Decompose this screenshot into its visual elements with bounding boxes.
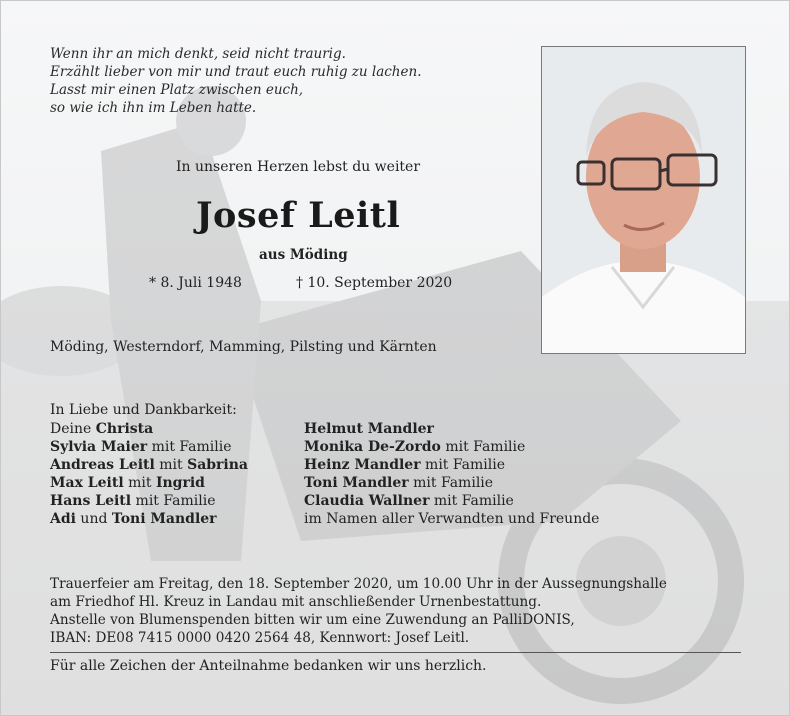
mourner-prefix: Deine: [50, 421, 96, 437]
mourner-name: Andreas Leitl: [50, 457, 155, 473]
mourner-connector: mit: [154, 457, 188, 473]
mourner-name: Max Leitl: [50, 475, 124, 491]
mourners-list-right: [304, 420, 599, 528]
mourner-entry: [304, 510, 599, 528]
poem-line: Erzählt lieber von mir und traut euch ruhig zu lachen.: [50, 64, 422, 80]
mourner-entry: [304, 474, 599, 492]
mourner-connector: mit: [123, 475, 156, 491]
mourner-entry: [50, 420, 248, 438]
mourner-note: im Namen aller Verwandten und Freunde: [304, 511, 600, 527]
mourner-suffix: mit Familie: [147, 439, 232, 455]
mourner-suffix: mit Familie: [420, 457, 505, 473]
places-line: Möding, Westerndorf, Mamming, Pilsting und Kärnten: [50, 339, 437, 355]
closing-text: Für alle Zeichen der Anteilnahme bedanken wir uns herzlich.: [50, 658, 487, 674]
mourners-list-left: [50, 420, 248, 528]
mourner-partner: Sabrina: [187, 457, 248, 473]
mourner-name: Adi: [50, 511, 76, 527]
mourner-name: Christa: [95, 421, 154, 437]
poem-line: Wenn ihr an mich denkt, seid nicht traurig.: [50, 46, 346, 62]
poem: [50, 45, 470, 117]
mourner-name: Heinz Mandler: [304, 457, 421, 473]
mourner-suffix: mit Familie: [131, 493, 216, 509]
mourner-name: Monika De-Zordo: [304, 439, 441, 455]
mourner-connector: und: [75, 511, 112, 527]
mourner-entry: [304, 420, 599, 438]
info-line: Anstelle von Blumenspenden bitten wir um eine Zuwendung an PalliDONIS,: [50, 612, 575, 628]
poem-line: Lasst mir einen Platz zwischen euch,: [50, 82, 304, 98]
mourner-name: Sylvia Maier: [50, 439, 148, 455]
funeral-info: [50, 575, 740, 647]
mourner-name: Helmut Mandler: [304, 421, 434, 437]
mourner-entry: [50, 492, 248, 510]
info-line: IBAN: DE08 7415 0000 0420 2564 48, Kennwort: Josef Leitl.: [50, 630, 470, 646]
portrait-illustration: [542, 47, 745, 353]
mourner-entry: [304, 438, 599, 456]
intro-text: In unseren Herzen lebst du weiter: [176, 159, 421, 175]
mourner-partner: Ingrid: [155, 475, 205, 491]
info-line: Trauerfeier am Freitag, den 18. September 2020, um 10.00 Uhr in der Aussegnungshalle: [50, 576, 667, 592]
mourner-entry: [304, 456, 599, 474]
portrait-photo: [541, 46, 746, 354]
birth-date: * 8. Juli 1948: [149, 275, 242, 291]
mourner-name: Hans Leitl: [50, 493, 132, 509]
divider: [50, 652, 741, 653]
info-line: am Friedhof Hl. Kreuz in Landau mit anschließender Urnenbestattung.: [50, 594, 542, 610]
mourner-name: Claudia Wallner: [304, 493, 430, 509]
mourner-name: Toni Mandler: [304, 475, 409, 491]
mourner-suffix: mit Familie: [429, 493, 514, 509]
mourner-entry: [304, 492, 599, 510]
mourners-title: In Liebe und Dankbarkeit:: [50, 402, 237, 418]
deceased-name: Josef Leitl: [196, 195, 401, 236]
mourner-suffix: mit Familie: [408, 475, 494, 491]
mourner-suffix: mit Familie: [440, 439, 526, 455]
mourner-entry: [50, 510, 248, 528]
mourner-entry: [50, 438, 248, 456]
poem-line: so wie ich ihn im Leben hatte.: [50, 100, 257, 116]
death-date: † 10. September 2020: [296, 275, 453, 291]
mourner-entry: [50, 474, 248, 492]
deceased-origin: aus Möding: [259, 247, 348, 263]
mourner-partner: Toni Mandler: [111, 511, 217, 527]
mourner-entry: [50, 456, 248, 474]
